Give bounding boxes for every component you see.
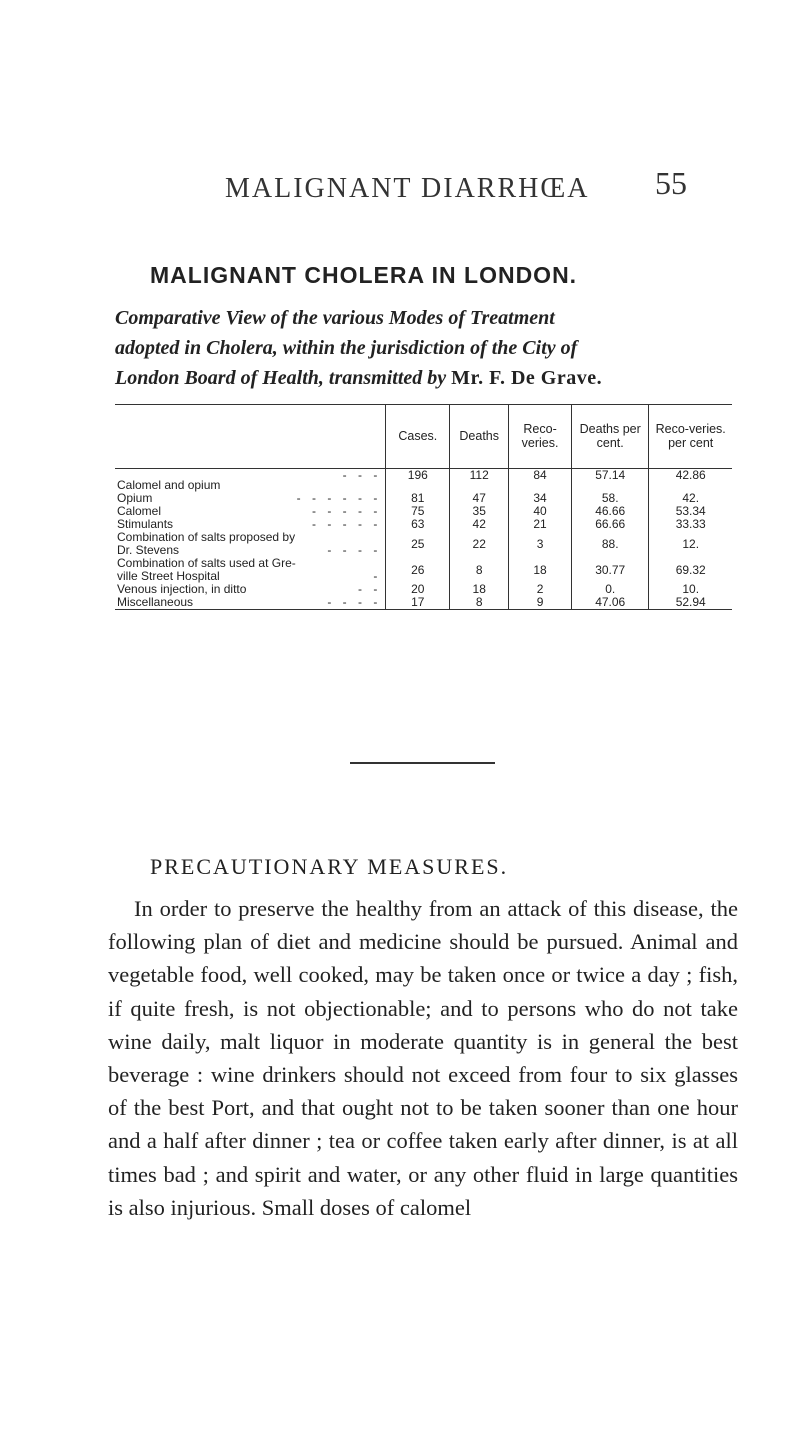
author-name: Mr. F. De Grave.: [451, 367, 603, 389]
caption-line-3-italic: London Board of Health, transmitted by: [115, 367, 452, 389]
cell-cases: 17: [386, 596, 450, 610]
cell-deaths: 112: [450, 469, 509, 493]
cell-cases: 26: [386, 557, 450, 583]
table-row: [115, 531, 732, 557]
table-row: [115, 469, 732, 493]
row-label: Calomel - - - - -: [117, 504, 382, 518]
cell-recoveries-per-cent: 42.86: [649, 469, 732, 493]
row-label: Miscellaneous - - - -: [115, 596, 386, 610]
cell-recoveries-per-cent: 52.94: [649, 596, 732, 610]
header-recoveries: Reco-veries.: [509, 404, 572, 469]
table-header-row: [115, 404, 732, 469]
row-label: Stimulants - - - - -: [117, 517, 382, 531]
cell-cases: 25: [386, 531, 450, 557]
cell-recoveries: 3: [509, 531, 572, 557]
cell-deaths-per-cent: 47.06: [572, 596, 649, 610]
cell-cases: 63: [386, 518, 450, 531]
treatment-table: [115, 404, 732, 762]
header-deaths-per-cent: Deaths per cent.: [572, 404, 649, 469]
cell-recoveries: 18: [509, 557, 572, 583]
table-caption: [115, 303, 755, 393]
header-deaths: Deaths: [450, 404, 509, 469]
header-recoveries-per-cent: Reco-veries. per cent: [649, 404, 732, 469]
cell-recoveries: 9: [509, 596, 572, 610]
running-head: MALIGNANT DIARRHŒA: [225, 173, 590, 204]
cell-cases: 196: [386, 469, 450, 493]
row-label: Combination of salts used at Gre- ville Street Hospital -: [117, 556, 382, 583]
body-paragraph: In order to preserve the healthy from an attack of this disease, the following plan of diet and medicine should be pursued. Animal and vegetable food, well cooked, may be taken once or twice a day ; fish, if quite fresh, is not objectionable; and to persons who do not take wine daily, malt liquor in moderate quantity is in general the best beverage : wine drinkers should not exceed from four to six glasses of the best Port, and that ought not to be taken sooner than one hour and a half after dinner ; tea or coffee taken early after dinner, is at all times bad ; and spirit and water, or any other fluid in large quantities is also injurious. Small doses of calomel: [108, 896, 738, 1220]
cell-recoveries: 34: [509, 492, 572, 505]
cell-recoveries-per-cent: 12.: [649, 531, 732, 557]
cell-deaths-per-cent: 46.66: [572, 505, 649, 518]
cell-recoveries: 84: [509, 469, 572, 493]
cell-deaths: 47: [450, 492, 509, 505]
table-title: MALIGNANT CHOLERA IN LONDON.: [150, 262, 578, 288]
cell-recoveries: 21: [509, 518, 572, 531]
cell-recoveries-per-cent: 33.33: [649, 518, 732, 531]
row-label: Calomel and opium - - -: [117, 468, 382, 492]
cell-deaths: 35: [450, 505, 509, 518]
cell-deaths: 8: [450, 596, 509, 610]
cell-recoveries-per-cent: 10.: [649, 583, 732, 596]
page-number: 55: [655, 165, 687, 201]
cell-recoveries: 40: [509, 505, 572, 518]
cell-deaths: 18: [450, 583, 509, 596]
cell-cases: 75: [386, 505, 450, 518]
cell-cases: 20: [386, 583, 450, 596]
cell-recoveries: 2: [509, 583, 572, 596]
cell-deaths-per-cent: 66.66: [572, 518, 649, 531]
cell-deaths-per-cent: 58.: [572, 492, 649, 505]
cell-deaths-per-cent: 88.: [572, 531, 649, 557]
cell-deaths: 42: [450, 518, 509, 531]
header-cases: Cases.: [386, 404, 450, 469]
cell-cases: 81: [386, 492, 450, 505]
cell-deaths-per-cent: 30.77: [572, 557, 649, 583]
table-row: [115, 596, 732, 610]
cell-recoveries-per-cent: 42.: [649, 492, 732, 505]
caption-line-1: Comparative View of the various Modes of Treatment: [115, 307, 555, 329]
table-row: [115, 557, 732, 583]
cell-recoveries-per-cent: 53.34: [649, 505, 732, 518]
row-label: Opium - - - - - -: [117, 491, 382, 505]
treatment-data-table: [115, 404, 732, 610]
cell-deaths-per-cent: 0.: [572, 583, 649, 596]
header-label: [115, 404, 386, 469]
caption-line-2: adopted in Cholera, within the jurisdiction of the City of: [115, 337, 578, 359]
cell-deaths: 22: [450, 531, 509, 557]
cell-deaths: 8: [450, 557, 509, 583]
cell-recoveries-per-cent: 69.32: [649, 557, 732, 583]
cell-deaths-per-cent: 57.14: [572, 469, 649, 493]
caption-line-3: [115, 363, 755, 393]
table-bottom-rule: [350, 762, 495, 764]
section-heading: PRECAUTIONARY MEASURES.: [150, 854, 509, 879]
row-label: Venous injection, in ditto - -: [117, 582, 382, 596]
row-label: Combination of salts proposed by Dr. Stevens - - - -: [117, 530, 382, 557]
